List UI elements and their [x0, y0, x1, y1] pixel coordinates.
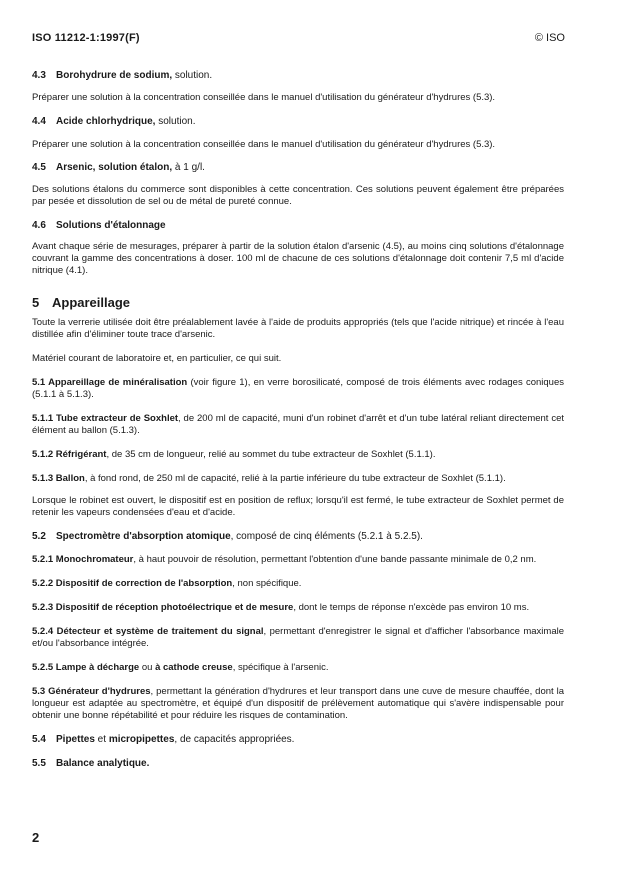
clause-5-5: 5.5 Balance analytique.: [32, 758, 150, 769]
clause-5-2-1: 5.2.1 Monochromateur, à haut pouvoir de résolution, permettant l'obtention d'une bande passante minimale de 0,2 nm.: [32, 554, 537, 565]
clause-4-3-text: Préparer une solution à la concentration conseillée dans le manuel d'utilisation du générateur d'hydrures (5.3).: [32, 92, 496, 103]
clause-5-1-1: 5.1.1 Tube extracteur de Soxhlet, de 200 ml de capacité, muni d'un robinet d'arrêt et d'un tube latéral reliant directement cet élément au ballon (5.1.3).: [32, 413, 564, 436]
page-number: 2: [32, 830, 40, 845]
clause-5-2-3: 5.2.3 Dispositif de réception photoélectrique et de mesure, dont le temps de réponse n'excède pas environ 10 ms.: [32, 602, 530, 613]
clause-5-2-2: 5.2.2 Dispositif de correction de l'absorption, non spécifique.: [32, 578, 302, 589]
section-5-heading: 5 Appareillage: [32, 295, 131, 310]
clause-5-2-5: 5.2.5 Lampe à décharge ou à cathode creuse, spécifique à l'arsenic.: [32, 662, 329, 673]
clause-4-4-text: Préparer une solution à la concentration conseillée dans le manuel d'utilisation du générateur d'hydrures (5.3).: [32, 139, 496, 150]
copyright-notice: © ISO: [534, 32, 565, 44]
clause-4-6-text: Avant chaque série de mesurages, préparer à partir de la solution étalon d'arsenic (4.5), au moins cinq solutions d'étalonnage couvrant la gamme des concentrations à doser. 100 ml de chacune de ces solutions d'étalonnage doit contenir 7,5 ml d'acide nitrique (4.1).: [32, 241, 564, 276]
clause-5-1-3: 5.1.3 Ballon, à fond rond, de 250 ml de capacité, relié à la partie inférieure du tube extracteur de Soxhlet (5.1.1).: [32, 473, 506, 484]
clause-5-1: 5.1 Appareillage de minéralisation (voir figure 1), en verre borosilicaté, composé de trois éléments avec rodages coniques (5.1.1 à 5.1.3).: [32, 377, 564, 400]
clause-5-2-4: 5.2.4 Détecteur et système de traitement du signal, permettant d'enregistrer le signal et d'afficher l'absorbance maximale et/ou l'absorbance intégrée.: [32, 626, 564, 649]
section-5-intro: Toute la verrerie utilisée doit être préalablement lavée à l'aide de produits appropriés (tels que l'acide nitrique) et rincée à l'eau distillée afin d'éliminer toute trace d'arsenic.: [32, 317, 564, 340]
clause-4-6-heading: 4.6 Solutions d'étalonnage: [32, 220, 166, 231]
clause-4-5-heading: 4.5 Arsenic, solution étalon, à 1 g/l.: [32, 162, 205, 173]
clause-4-4-heading: 4.4 Acide chlorhydrique, solution.: [32, 116, 196, 127]
clause-4-5-text: Des solutions étalons du commerce sont disponibles à cette concentration. Ces solutions peuvent également être préparées par pesée et dissolution de sel ou de métal de pureté connue.: [32, 184, 564, 207]
clause-5-1-2: 5.1.2 Réfrigérant, de 35 cm de longueur, relié au sommet du tube extracteur de Soxhlet (5.1.1).: [32, 449, 436, 460]
page-body: [32, 70, 564, 770]
clause-4-3-heading: 4.3 Borohydrure de sodium, solution.: [32, 70, 213, 81]
clause-5-3: 5.3 Générateur d'hydrures, permettant la génération d'hydrures et leur transport dans une cuve de mesure chauffée, dont la longueur est adaptée au spectromètre, et équipé d'un dispositif de prélèvement automatique qui s'avère indispensable pour obtenir une bonne répétabilité et pour réduire les risques de contamination.: [32, 686, 564, 721]
clause-5-4: 5.4 Pipettes et micropipettes, de capacités appropriées.: [32, 734, 295, 745]
clause-5-1-3-text: Lorsque le robinet est ouvert, le dispositif est en position de reflux; lorsqu'il est fermé, le tube extracteur de Soxhlet permet de retenir les vapeurs condensées d'eau et d'acide.: [32, 495, 564, 518]
document-id: ISO 11212-1:1997(F): [32, 32, 140, 44]
section-5-note: Matériel courant de laboratoire et, en particulier, ce qui suit.: [32, 353, 282, 364]
clause-5-2-heading: 5.2 Spectromètre d'absorption atomique, composé de cinq éléments (5.2.1 à 5.2.5).: [32, 531, 423, 542]
